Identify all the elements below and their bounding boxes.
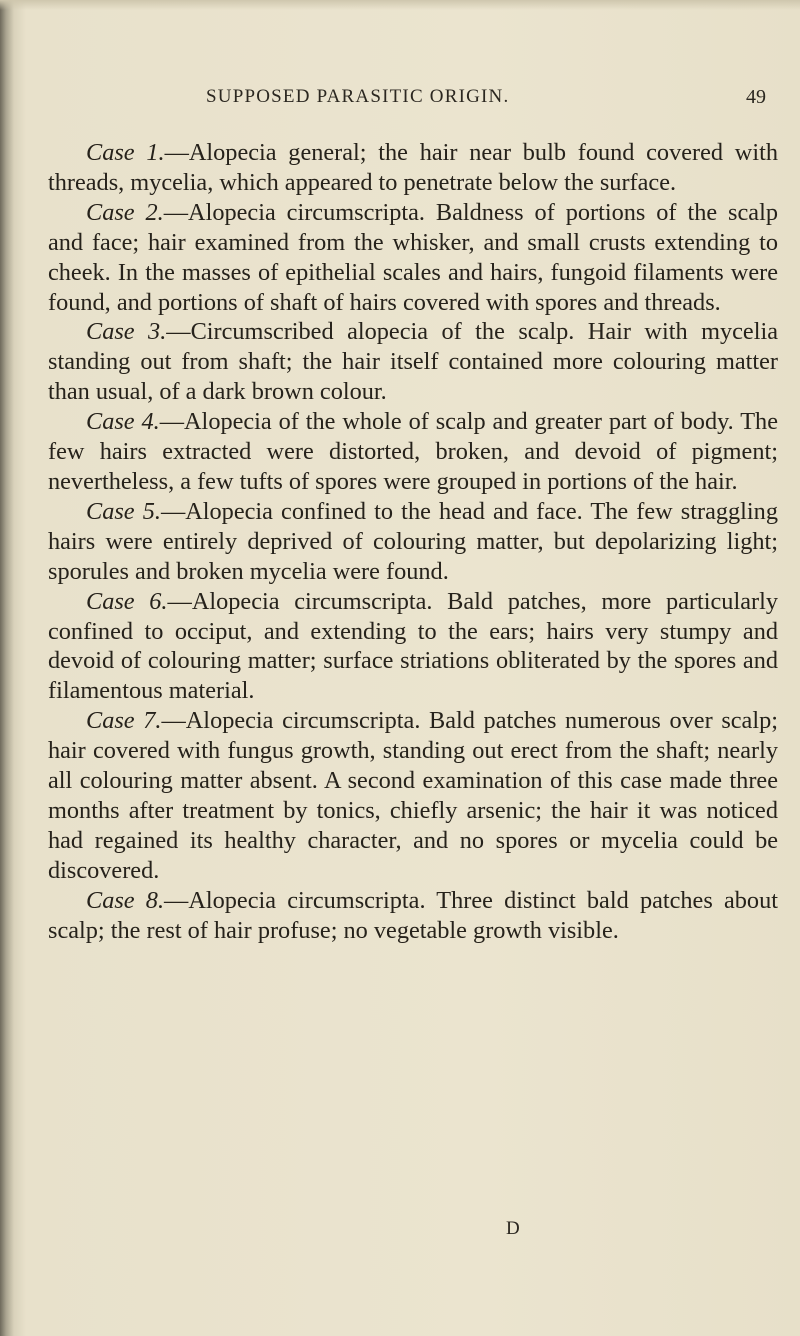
case-text: —Alopecia general; the hair near bulb found covered with threads, mycelia, which appeared to penetrate below the surface. [48,139,778,196]
case-label: Case 2. [86,198,164,226]
page-top-shadow [0,0,800,10]
case-label: Case 7. [86,707,162,735]
case-label: Case 5. [86,497,161,525]
case-text: —Circumscribed alopecia of the scalp. Hair with mycelia standing out from shaft; the hair itself contained more colouring matter than usual, of a dark brown colour. [48,318,778,406]
case-text: —Alopecia circumscripta. Bald patches, more particularly confined to occiput, and extending to the ears; hairs very stumpy and devoid of colouring matter; surface striations obliterated by the spores and filamentous material. [48,587,778,705]
case-4-paragraph [48,407,778,497]
case-1-paragraph [48,138,778,198]
case-text: —Alopecia circumscripta. Three distinct bald patches about scalp; the rest of hair profuse; no vegetable growth visible. [48,886,778,944]
case-text: —Alopecia of the whole of scalp and greater part of body. The few hairs extracted were distorted, broken, and devoid of pigment; nevertheless, a few tufts of spores were grouped in portions of the hair. [48,408,778,495]
case-text: —Alopecia circumscripta. Baldness of portions of the scalp and face; hair examined from the whisker, and small crusts extending to cheek. In the masses of epithelial scales and hairs, fungoid filaments were found, and portions of shaft of hairs covered with spores and threads. [48,198,778,316]
page-number: 49 [746,86,766,108]
case-label: Case 8. [86,886,165,914]
case-3-paragraph [48,317,778,407]
body-text [48,138,778,945]
case-5-paragraph [48,497,778,587]
running-title: SUPPOSED PARASITIC ORIGIN. [206,86,510,107]
case-label: Case 3. [86,318,167,346]
case-8-paragraph [48,886,778,946]
case-label: Case 1. [86,139,165,166]
signature-mark: D [506,1218,520,1239]
case-text: —Alopecia confined to the head and face. The few straggling hairs were entirely deprived of colouring matter, but depolarizing light; sporules and broken mycelia were found. [48,497,778,585]
case-text: —Alopecia circumscripta. Bald patches numerous over scalp; hair covered with fungus growth, standing out erect from the shaft; nearly all colouring matter absent. A second examination of this case made three months after treatment by tonics, chiefly arsenic; the hair it was noticed had regained its healthy character, and no spores or mycelia could be discovered. [48,707,778,884]
case-label: Case 4. [86,408,160,436]
page-header [206,86,766,118]
case-7-paragraph [48,706,778,885]
case-label: Case 6. [86,587,168,615]
case-6-paragraph [48,587,778,707]
case-2-paragraph [48,198,778,318]
